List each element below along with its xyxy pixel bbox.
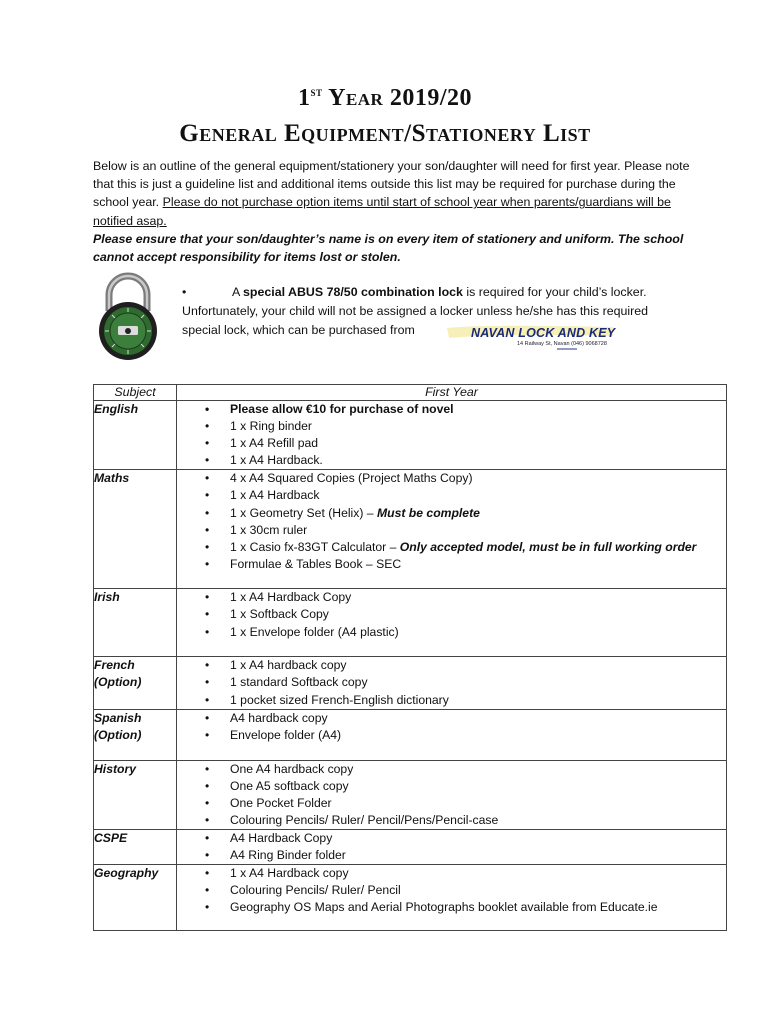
list-item: • A4 Hardback Copy (177, 830, 726, 847)
maths-items (177, 470, 726, 573)
intro-line-2: Please note that this is just a guideline list and additional items outside this list may be required for purchase during the school year. (93, 159, 690, 210)
page-title (0, 84, 770, 112)
list-item: • A4 hardback copy (177, 710, 726, 727)
list-item: • 1 x Envelope folder (A4 plastic) (177, 624, 726, 641)
list-item: • Colouring Pencils/ Ruler/ Pencil/Pens/Pencil-case (177, 812, 726, 829)
title-year: Year 2019/20 (322, 85, 473, 111)
subject-geography: Geography (94, 865, 177, 931)
lock-model: special ABUS 78/50 combination lock (243, 285, 463, 299)
spanish-items (177, 710, 726, 744)
table-row-english (94, 401, 727, 470)
list-item: • Envelope folder (A4) (177, 727, 726, 744)
subject-history: History (94, 760, 177, 829)
logo-name: NAVAN LOCK AND KEY (471, 326, 616, 340)
intro-name-note: Please ensure that your son/daughter’s name is on every item of stationery and uniform. The school cannot accept responsibility for items lost or stolen. (93, 231, 684, 265)
list-item: • 1 x 30cm ruler (177, 522, 726, 539)
list-item: • Colouring Pencils/ Ruler/ Pencil (177, 882, 726, 899)
list-item: • 1 x A4 Hardback copy (177, 865, 726, 882)
geography-items (177, 865, 726, 916)
list-item: • Geography OS Maps and Aerial Photographs booklet available from Educate.ie (177, 899, 726, 916)
list-item: • One Pocket Folder (177, 795, 726, 812)
intro-underlined-note: Please do not purchase option items until start of school year when parents/guardians will be notified asap. (93, 195, 671, 228)
list-item: • 1 x A4 Refill pad (177, 435, 726, 452)
french-items (177, 657, 726, 708)
logo-address: 14 Railway St, Navan (046) 9068728 (517, 341, 607, 347)
subject-column-header: Subject (94, 385, 177, 401)
subject-cspe: CSPE (94, 830, 177, 865)
subject-french: French (Option) (94, 657, 177, 709)
table-row-history (94, 760, 727, 829)
list-item: • One A5 softback copy (177, 778, 726, 795)
bullet-icon: • (182, 285, 187, 299)
combination-lock-image (93, 271, 163, 361)
lock-notice: • A special ABUS 78/50 combination lock is required for your child’s locker. Unfortunately, your child will not be assigned a locker unless he/she has this required special lock, which can be purchased from (182, 285, 649, 337)
irish-items (177, 589, 726, 640)
list-item: • 1 x Softback Copy (177, 606, 726, 623)
cspe-items (177, 830, 726, 864)
subject-spanish: Spanish (Option) (94, 709, 177, 760)
table-row-geography (94, 865, 727, 931)
subject-maths: Maths (94, 470, 177, 589)
title-number: 1 (297, 85, 311, 111)
list-item: • 1 x A4 Hardback. (177, 452, 726, 469)
intro-paragraph (93, 157, 693, 266)
list-item: • 1 x A4 Hardback Copy (177, 589, 726, 606)
first-year-column-header: First Year (177, 385, 727, 401)
table-row-irish (94, 589, 727, 657)
list-item: • One A4 hardback copy (177, 761, 726, 778)
title-superscript: st (310, 84, 323, 99)
subject-irish: Irish (94, 589, 177, 657)
subject-english: English (94, 401, 177, 470)
list-item: • 1 x Casio fx-83GT Calculator – Only accepted model, must be in full working order (177, 539, 726, 556)
english-items (177, 401, 726, 469)
table-row-french (94, 657, 727, 709)
list-item: • 1 x A4 hardback copy (177, 657, 726, 674)
history-items (177, 761, 726, 829)
intro-line-1: Below is an outline of the general equipment/stationery your son/daughter will need for first year. (93, 159, 621, 173)
list-item: • Formulae & Tables Book – SEC (177, 556, 726, 573)
list-item: • 1 pocket sized French-English dictionary (177, 692, 726, 709)
table-row-spanish (94, 709, 727, 760)
table-row-cspe (94, 830, 727, 865)
list-item: • 1 x Ring binder (177, 418, 726, 435)
table-row-maths (94, 470, 727, 589)
table-header-row (94, 385, 727, 401)
list-item: • Please allow €10 for purchase of novel (177, 401, 726, 418)
list-item: • 1 x Geometry Set (Helix) – Must be complete (177, 505, 726, 522)
equipment-table (93, 384, 727, 931)
navan-lock-and-key-logo (445, 322, 615, 354)
list-item: • 4 x A4 Squared Copies (Project Maths Copy) (177, 470, 726, 487)
page-subtitle: General Equipment/Stationery List (179, 120, 591, 147)
list-item: • 1 standard Softback copy (177, 674, 726, 691)
list-item: • A4 Ring Binder folder (177, 847, 726, 864)
list-item: • 1 x A4 Hardback (177, 487, 726, 504)
